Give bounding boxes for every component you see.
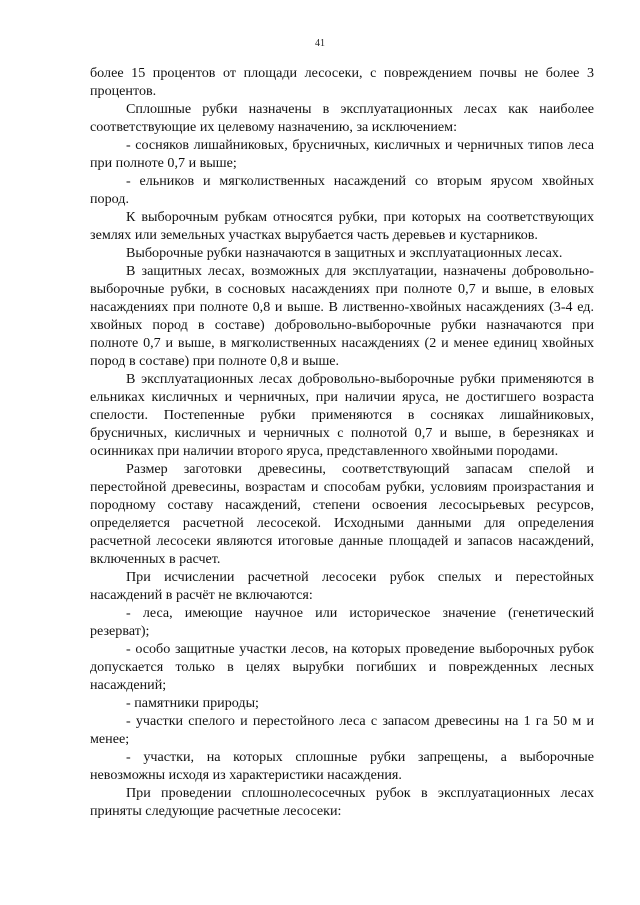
paragraph: Выборочные рубки назначаются в защитных и эксплуатационных лесах. bbox=[126, 245, 563, 261]
paragraph: В защитных лесах, возможных для эксплуатации, назначены добровольно-выборочные рубки, в сосновых насаждениях при полноте 0,7 и выше, в еловых насаждениях при полноте 0,8 и выше. В лиственно-хвойных насаждениях (3-4 ед. хвойных пород в составе) добровольно-выборочные рубки назначаются при полноте 0,7 и выше, в мягколиственных насаждениях (2 и менее единиц хвойных пород в составе) при полноте 0,8 и выше. bbox=[90, 263, 594, 369]
page-number: 41 bbox=[315, 38, 325, 49]
paragraph: - особо защитные участки лесов, на которых проведение выборочных рубок допускается только в целях вырубки погибших и поврежденных лесных насаждений; bbox=[90, 641, 594, 693]
paragraph: - памятники природы; bbox=[126, 695, 259, 711]
paragraph: - сосняков лишайниковых, брусничных, кисличных и черничных типов леса при полноте 0,7 и выше; bbox=[90, 137, 594, 171]
paragraph: - леса, имеющие научное или историческое значение (генетический резерват); bbox=[90, 605, 594, 639]
paragraph: более 15 процентов от площади лесосеки, с повреждением почвы не более 3 процентов. bbox=[90, 65, 594, 99]
paragraph: При проведении сплошнолесосечных рубок в эксплуатационных лесах приняты следующие расчетные лесосеки: bbox=[90, 785, 594, 819]
document-body bbox=[90, 64, 594, 820]
paragraph: - ельников и мягколиственных насаждений со вторым ярусом хвойных пород. bbox=[90, 173, 594, 207]
paragraph: - участки спелого и перестойного леса с запасом древесины на 1 га 50 м и менее; bbox=[90, 713, 594, 747]
paragraph: В эксплуатационных лесах добровольно-выборочные рубки применяются в ельниках кисличных и черничных, при наличии яруса, не достигшего возраста спелости. Постепенные рубки применяются в сосняках лишайниковых, брусничных, кисличных и черничных с полнотой 0,7 и выше, в березняках и осинниках при наличии второго яруса, представленного хвойными породами. bbox=[90, 371, 594, 459]
paragraph: Размер заготовки древесины, соответствующий запасам спелой и перестойной древесины, возрастам и способам рубки, условиям произрастания и породному составу насаждений, степени освоения лесосырьевых ресурсов, определяется расчетной лесосекой. Исходными данными для определения расчетной лесосеки являются итоговые данные площадей и запасов насаждений, включенных в расчет. bbox=[90, 461, 594, 567]
paragraph: Сплошные рубки назначены в эксплуатационных лесах как наиболее соответствующие их целевому назначению, за исключением: bbox=[90, 101, 594, 135]
paragraph: - участки, на которых сплошные рубки запрещены, а выборочные невозможны исходя из характеристики насаждения. bbox=[90, 749, 594, 783]
paragraph: При исчислении расчетной лесосеки рубок спелых и перестойных насаждений в расчёт не включаются: bbox=[90, 569, 594, 603]
paragraph: К выборочным рубкам относятся рубки, при которых на соответствующих землях или земельных участках вырубается часть деревьев и кустарников. bbox=[90, 209, 594, 243]
